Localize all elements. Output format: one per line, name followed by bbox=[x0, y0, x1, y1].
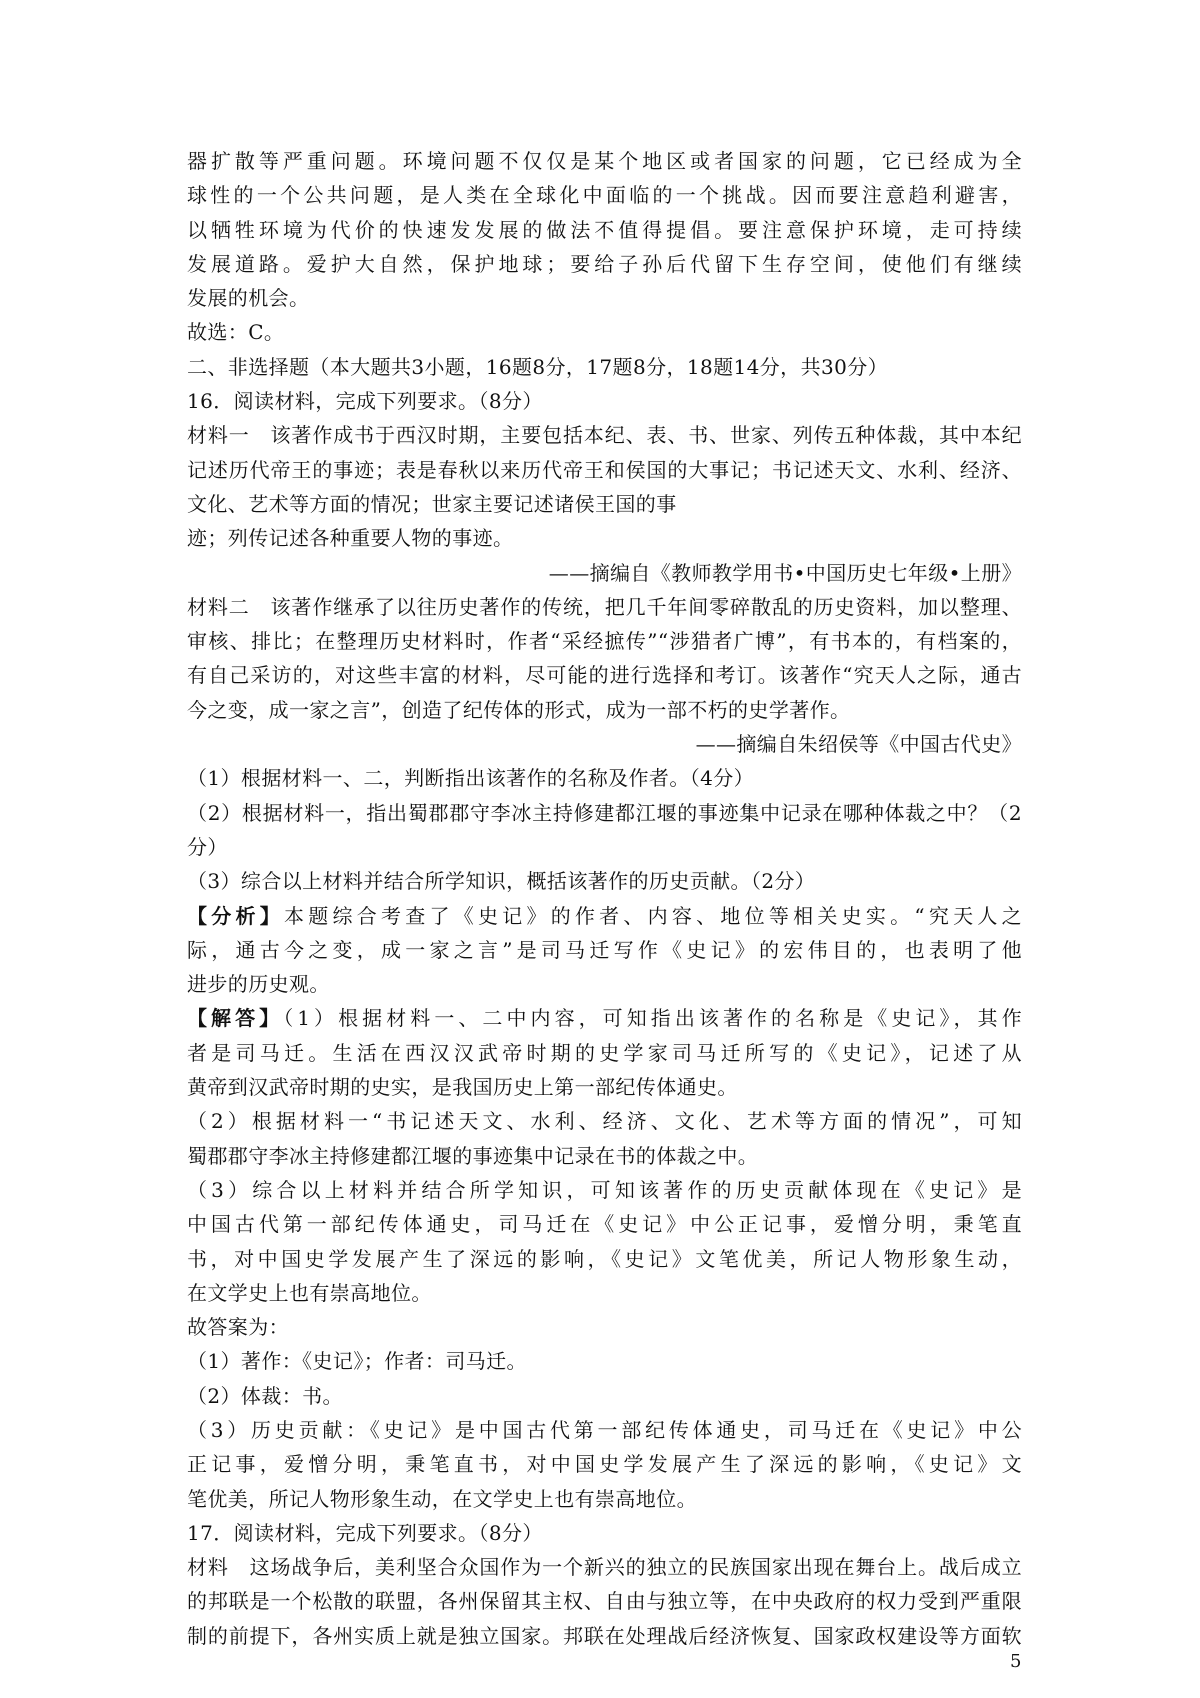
text-line: 在文学史上也有崇高地位。 bbox=[187, 1280, 432, 1305]
text-line: 正记事，爱憎分明，秉笔直书，对中国史学发展产生了深远的影响，《史记》文 bbox=[187, 1452, 1022, 1477]
text-line: 者是司马迁。生活在西汉汉武帝时期的史学家司马迁所写的《史记》，记述了从 bbox=[187, 1040, 1022, 1065]
answer-item: （1）著作：《史记》；作者：司马迁。 bbox=[187, 1349, 527, 1374]
answer-summary-heading: 故答案为： bbox=[187, 1315, 289, 1340]
text-line: 材料一 该著作成书于西汉时期，主要包括本纪、表、书、世家、列传五种体裁，其中本纪 bbox=[187, 423, 1022, 448]
text-line: （3）综合以上材料并结合所学知识，可知该著作的历史贡献体现在《史记》是 bbox=[187, 1177, 1022, 1202]
text-line: 发展道路。爱护大自然，保护地球；要给子孙后代留下生存空间，使他们有继续 bbox=[187, 251, 1022, 276]
text-line: 进步的历史观。 bbox=[187, 972, 330, 997]
text-line: 文化、艺术等方面的情况；世家主要记述诸侯王国的事 bbox=[187, 491, 677, 516]
question-item: （3）综合以上材料并结合所学知识，概括该著作的历史贡献。（2分） bbox=[187, 869, 816, 894]
text-line: 审核、排比；在整理历史材料时，作者“采经摭传”“涉猎者广博”，有书本的，有档案的， bbox=[187, 629, 1022, 654]
document-body bbox=[187, 144, 1022, 1653]
answer-line: 故选：C。 bbox=[187, 320, 285, 345]
text-line: 器扩散等严重问题。环境问题不仅仅是某个地区或者国家的问题，它已经成为全 bbox=[187, 149, 1022, 173]
answer-label: 【解答】 bbox=[187, 1006, 284, 1031]
text-line: 的邦联是一个松散的联盟，各州保留其主权、自由与独立等，在中央政府的权力受到严重限 bbox=[187, 1589, 1022, 1614]
text-line: 以牺牲环境为代价的快速发发展的做法不值得提倡。要注意保护环境，走可持续 bbox=[187, 217, 1022, 242]
text-line: 记述历代帝王的事迹；表是春秋以来历代帝王和侯国的大事记；书记述天文、水利、经济、 bbox=[187, 457, 1022, 482]
text-line: 有自己采访的，对这些丰富的材料，尽可能的进行选择和考订。该著作“究天人之际，通古 bbox=[187, 663, 1022, 688]
question-item: 分） bbox=[187, 834, 228, 859]
text-line: 迹；列传记述各种重要人物的事迹。 bbox=[187, 526, 514, 551]
section-heading: 二、非选择题（本大题共3小题，16题8分，17题8分，18题14分，共30分） bbox=[187, 354, 889, 379]
analysis-line bbox=[187, 899, 1022, 933]
question-heading: 17．阅读材料，完成下列要求。（8分） bbox=[187, 1520, 543, 1545]
question-heading: 16．阅读材料，完成下列要求。（8分） bbox=[187, 389, 543, 414]
question-item: （2）根据材料一，指出蜀郡郡守李冰主持修建都江堰的事迹集中记录在哪种体裁之中？（2 bbox=[187, 800, 1022, 825]
answer-item: （2）体裁：书。 bbox=[187, 1383, 343, 1408]
text-line: 际，通古今之变，成一家之言”是司马迁写作《史记》的宏伟目的，也表明了他 bbox=[187, 937, 1022, 962]
text-line: 书，对中国史学发展产生了深远的影响，《史记》文笔优美，所记人物形象生动， bbox=[187, 1246, 1022, 1271]
analysis-text: 本题综合考查了《史记》的作者、内容、地位等相关史实。“究天人之 bbox=[283, 903, 1022, 928]
source-citation: ——摘编自《教师教学用书•中国历史七年级•上册》 bbox=[548, 560, 1022, 585]
text-line: 中国古代第一部纪传体通史，司马迁在《史记》中公正记事，爱憎分明，秉笔直 bbox=[187, 1212, 1022, 1237]
text-line: 黄帝到汉武帝时期的史实，是我国历史上第一部纪传体通史。 bbox=[187, 1075, 738, 1100]
source-citation: ——摘编自朱绍侯等《中国古代史》 bbox=[695, 732, 1022, 757]
text-line: 发展的机会。 bbox=[187, 286, 310, 311]
text-line: 今之变，成一家之言”，创造了纪传体的形式，成为一部不朽的史学著作。 bbox=[187, 697, 851, 722]
text-line: 笔优美，所记人物形象生动，在文学史上也有崇高地位。 bbox=[187, 1486, 697, 1511]
answer-heading-line bbox=[187, 1001, 1022, 1035]
answer-text: （1）根据材料一、二中内容，可知指出该著作的名称是《史记》，其作 bbox=[283, 1006, 1022, 1031]
text-line: 材料 这场战争后，美利坚合众国作为一个新兴的独立的民族国家出现在舞台上。战后成立 bbox=[187, 1555, 1022, 1580]
answer-item: （3）历史贡献：《史记》是中国古代第一部纪传体通史，司马迁在《史记》中公 bbox=[187, 1417, 1022, 1442]
analysis-label: 【分析】 bbox=[187, 903, 284, 928]
text-line: 球性的一个公共问题，是人类在全球化中面临的一个挑战。因而要注意趋利避害， bbox=[187, 183, 1022, 208]
text-line: （2）根据材料一“书记述天文、水利、经济、文化、艺术等方面的情况”，可知 bbox=[187, 1109, 1022, 1134]
text-line: 蜀郡郡守李冰主持修建都江堰的事迹集中记录在书的体裁之中。 bbox=[187, 1143, 759, 1168]
question-item: （1）根据材料一、二，判断指出该著作的名称及作者。（4分） bbox=[187, 766, 755, 791]
text-line: 制的前提下，各州实质上就是独立国家。邦联在处理战后经济恢复、国家政权建设等方面软 bbox=[187, 1623, 1022, 1648]
page-number: 5 bbox=[1010, 1651, 1022, 1672]
text-line: 材料二 该著作继承了以往历史著作的传统，把几千年间零碎散乱的历史资料，加以整理、 bbox=[187, 594, 1022, 619]
